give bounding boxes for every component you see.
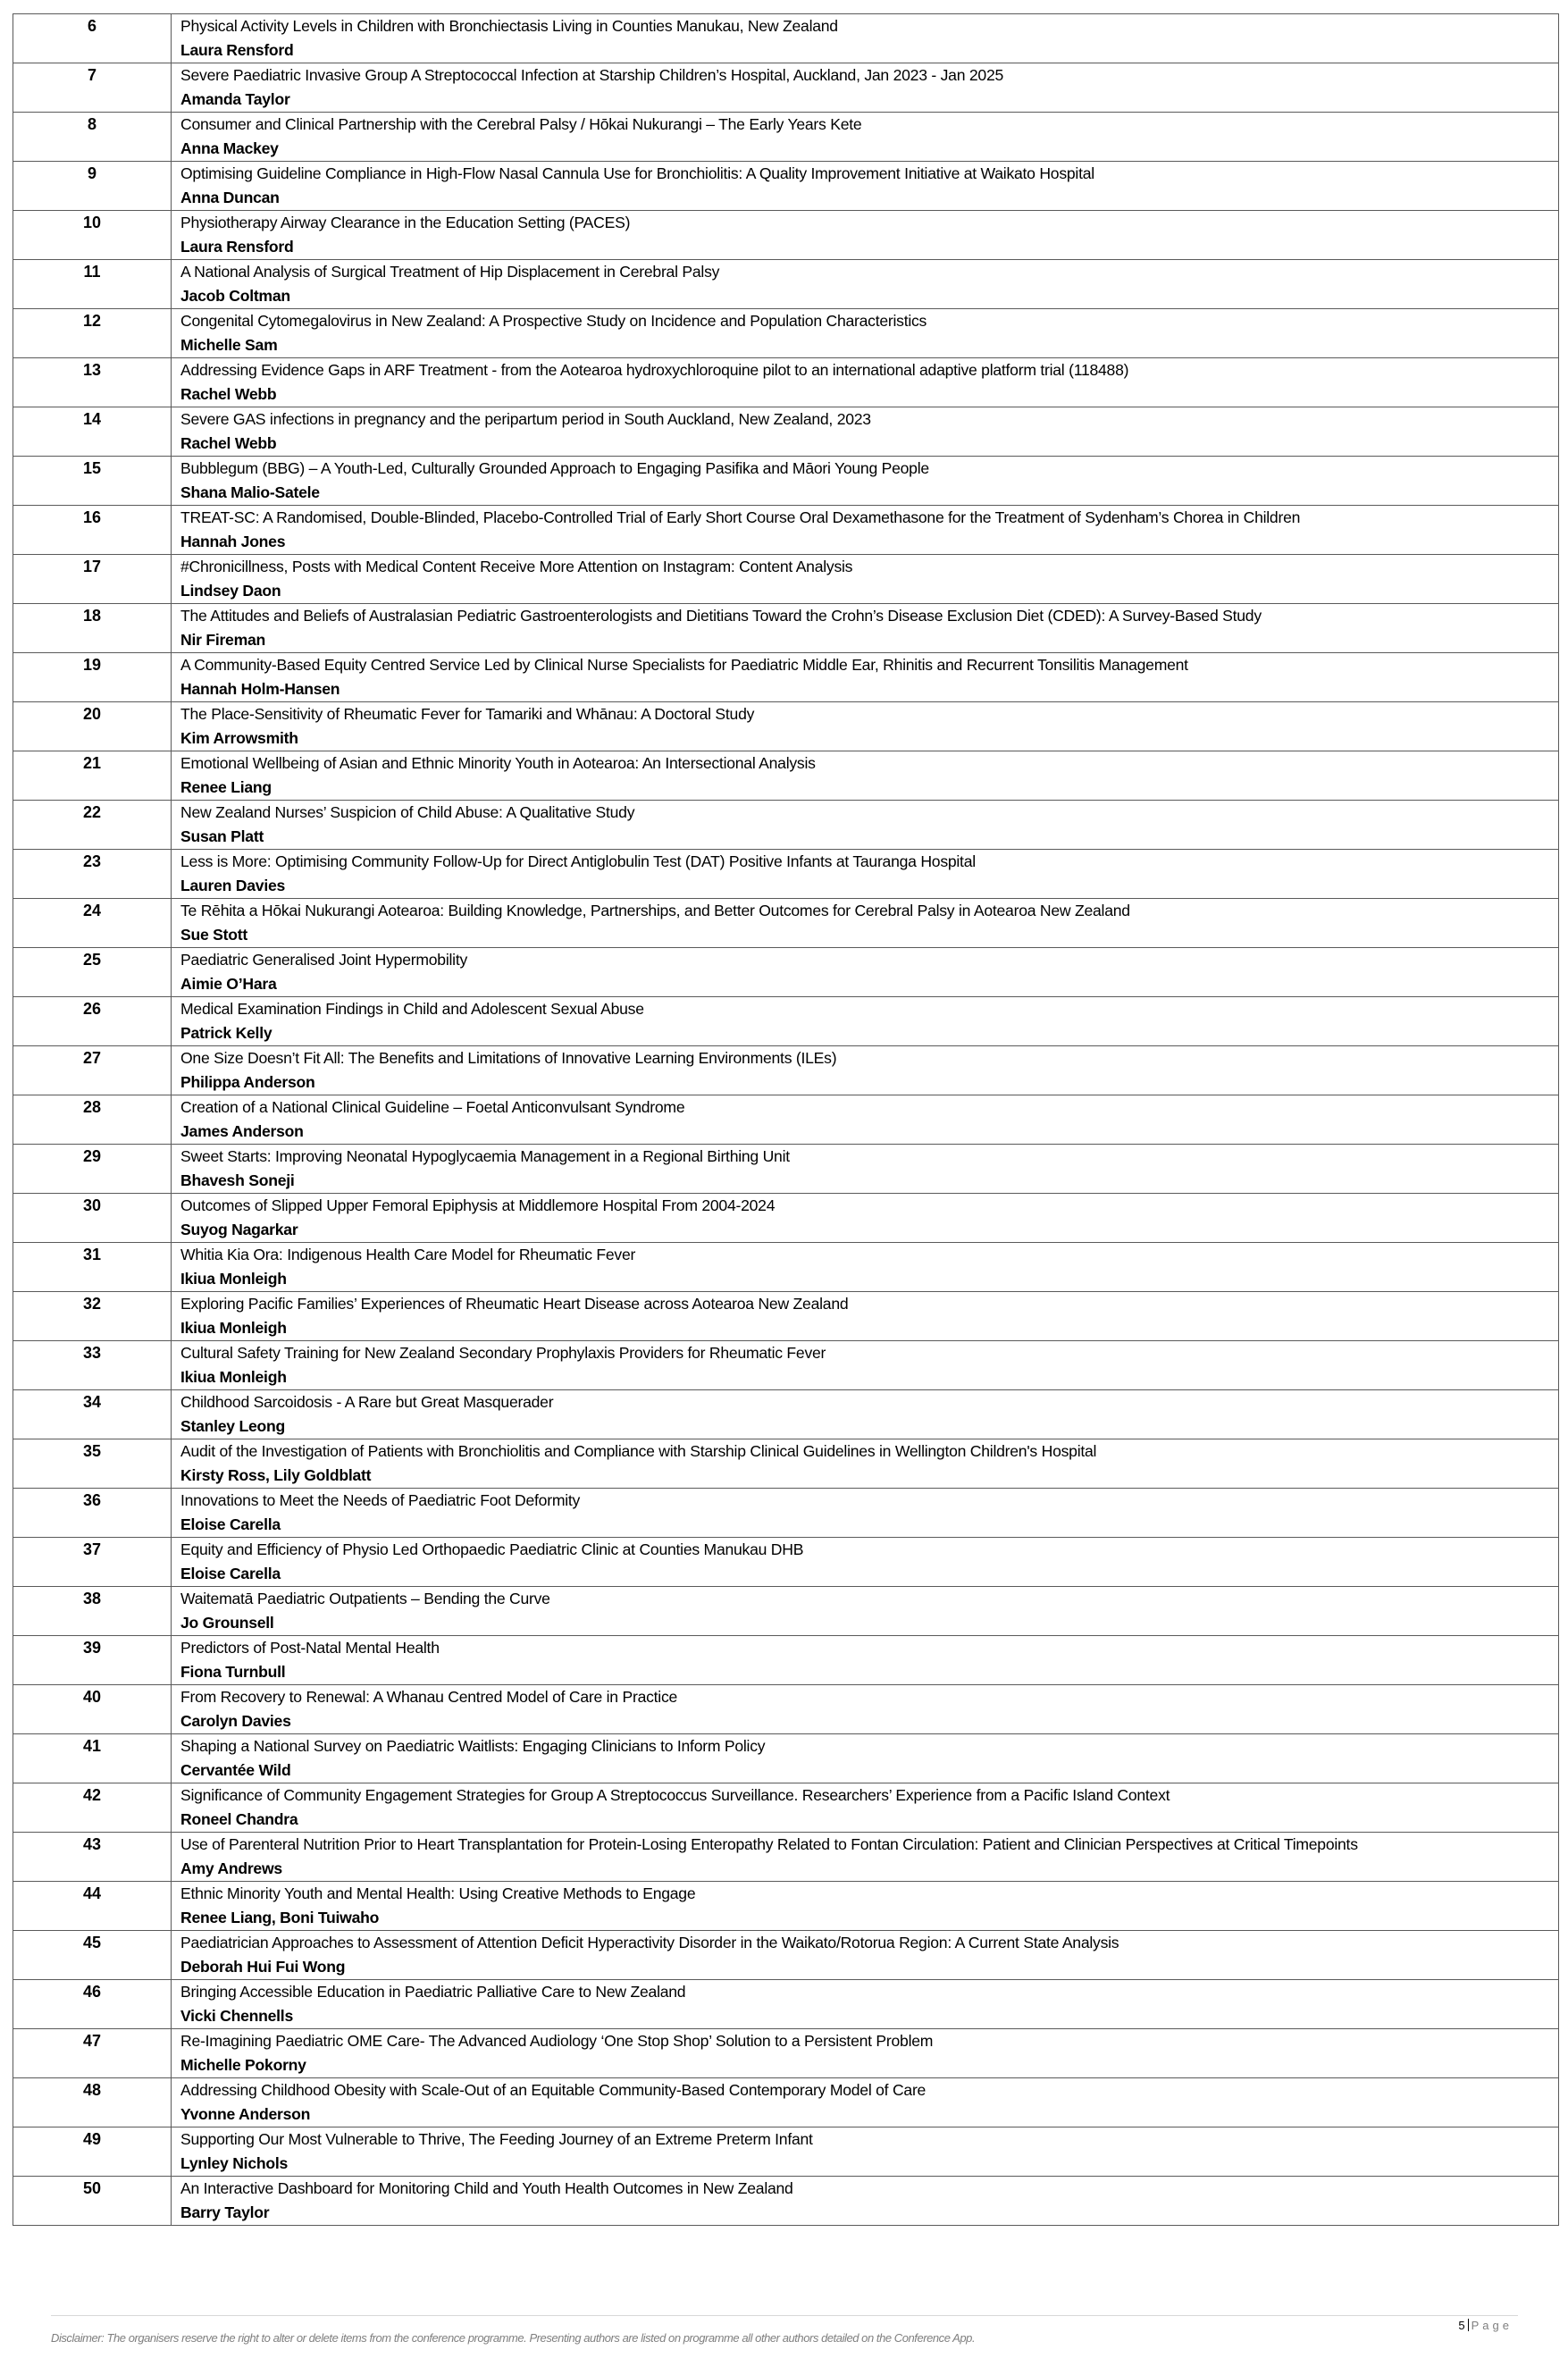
- item-number: 48: [13, 2078, 172, 2127]
- item-content: [172, 2127, 1559, 2177]
- item-number: 45: [13, 1931, 172, 1980]
- presentation-title: Shaping a National Survey on Paediatric Waitlists: Engaging Clinicians to Inform Policy: [180, 1737, 766, 1755]
- presentation-title: Congenital Cytomegalovirus in New Zealand: A Prospective Study on Incidence and Population Characteristics: [180, 312, 927, 330]
- presenting-author: Shana Malio-Satele: [180, 483, 320, 501]
- presenting-author: Fiona Turnbull: [180, 1663, 286, 1681]
- item-content: [172, 211, 1559, 260]
- programme-table: [13, 13, 1559, 2226]
- presentation-title: Outcomes of Slipped Upper Femoral Epiphysis at Middlemore Hospital From 2004-2024: [180, 1196, 776, 1214]
- table-row: [13, 1783, 1559, 1833]
- item-number: 22: [13, 801, 172, 850]
- table-row: [13, 211, 1559, 260]
- item-content: [172, 899, 1559, 948]
- item-number: 21: [13, 751, 172, 801]
- item-number: 34: [13, 1390, 172, 1439]
- item-content: [172, 604, 1559, 653]
- item-number: 12: [13, 309, 172, 358]
- presentation-title: Audit of the Investigation of Patients with Bronchiolitis and Compliance with Starship Clinical Guidelines in Wellington Children's Hospital: [180, 1442, 1097, 1460]
- table-row: [13, 309, 1559, 358]
- item-content: [172, 1145, 1559, 1194]
- presenting-author: Vicki Chennells: [180, 2007, 293, 2025]
- item-content: [172, 1931, 1559, 1980]
- presentation-title: Innovations to Meet the Needs of Paediatric Foot Deformity: [180, 1491, 581, 1509]
- presentation-title: Ethnic Minority Youth and Mental Health: Using Creative Methods to Engage: [180, 1884, 696, 1902]
- presentation-title: One Size Doesn’t Fit All: The Benefits and Limitations of Innovative Learning Environments (ILEs): [180, 1049, 837, 1067]
- item-number: 6: [13, 14, 172, 63]
- table-row: [13, 1341, 1559, 1390]
- item-content: [172, 997, 1559, 1046]
- presentation-title: From Recovery to Renewal: A Whanau Centred Model of Care in Practice: [180, 1688, 678, 1706]
- presenting-author: Laura Rensford: [180, 238, 294, 256]
- table-row: [13, 506, 1559, 555]
- presenting-author: Anna Mackey: [180, 139, 279, 157]
- item-number: 38: [13, 1587, 172, 1636]
- item-content: [172, 260, 1559, 309]
- presentation-title: Exploring Pacific Families’ Experiences of Rheumatic Heart Disease across Aotearoa New Zealand: [180, 1295, 849, 1313]
- item-content: [172, 555, 1559, 604]
- table-row: [13, 1145, 1559, 1194]
- table-row: [13, 1538, 1559, 1587]
- item-number: 8: [13, 113, 172, 162]
- presenting-author: Sue Stott: [180, 926, 247, 944]
- presentation-title: #Chronicillness, Posts with Medical Content Receive More Attention on Instagram: Content Analysis: [180, 558, 853, 575]
- item-content: [172, 358, 1559, 407]
- presenting-author: Nir Fireman: [180, 631, 266, 649]
- item-content: [172, 1636, 1559, 1685]
- table-row: [13, 604, 1559, 653]
- table-row: [13, 2127, 1559, 2177]
- presentation-title: Te Rēhita a Hōkai Nukurangi Aotearoa: Building Knowledge, Partnerships, and Better Outcomes for Cerebral Palsy in Aotearoa New Zealand: [180, 902, 1130, 919]
- item-number: 33: [13, 1341, 172, 1390]
- item-content: [172, 2029, 1559, 2078]
- item-number: 13: [13, 358, 172, 407]
- presenting-author: Eloise Carella: [180, 1565, 281, 1582]
- table-row: [13, 1734, 1559, 1783]
- presentation-title: Optimising Guideline Compliance in High-Flow Nasal Cannula Use for Bronchiolitis: A Quality Improvement Initiative at Waikato Hospital: [180, 164, 1094, 182]
- item-content: [172, 309, 1559, 358]
- item-number: 47: [13, 2029, 172, 2078]
- item-number: 27: [13, 1046, 172, 1095]
- table-row: [13, 899, 1559, 948]
- item-content: [172, 1341, 1559, 1390]
- table-row: [13, 1685, 1559, 1734]
- presentation-title: Sweet Starts: Improving Neonatal Hypoglycaemia Management in a Regional Birthing Unit: [180, 1147, 790, 1165]
- item-number: 26: [13, 997, 172, 1046]
- table-row: [13, 1390, 1559, 1439]
- presenting-author: Laura Rensford: [180, 41, 294, 59]
- presentation-title: Bubblegum (BBG) – A Youth-Led, Culturally Grounded Approach to Engaging Pasifika and Māori Young People: [180, 459, 929, 477]
- presentation-title: Supporting Our Most Vulnerable to Thrive, The Feeding Journey of an Extreme Preterm Infant: [180, 2130, 813, 2148]
- presentation-title: Use of Parenteral Nutrition Prior to Heart Transplantation for Protein-Losing Enteropathy Related to Fontan Circulation: Patient and Clinician Perspectives at Critical Timepoints: [180, 1835, 1358, 1853]
- item-number: 15: [13, 457, 172, 506]
- presenting-author: Bhavesh Soneji: [180, 1171, 295, 1189]
- item-number: 39: [13, 1636, 172, 1685]
- table-row: [13, 555, 1559, 604]
- presenting-author: Kim Arrowsmith: [180, 729, 298, 747]
- item-number: 10: [13, 211, 172, 260]
- presenting-author: Lindsey Daon: [180, 582, 281, 600]
- item-content: [172, 162, 1559, 211]
- page-label: Page: [1471, 2319, 1513, 2332]
- table-row: [13, 751, 1559, 801]
- item-content: [172, 1439, 1559, 1489]
- page-number-separator: [1468, 2319, 1469, 2331]
- item-content: [172, 1292, 1559, 1341]
- item-content: [172, 751, 1559, 801]
- presentation-title: New Zealand Nurses’ Suspicion of Child Abuse: A Qualitative Study: [180, 803, 635, 821]
- presentation-title: Medical Examination Findings in Child and Adolescent Sexual Abuse: [180, 1000, 644, 1018]
- item-number: 7: [13, 63, 172, 113]
- table-row: [13, 1243, 1559, 1292]
- table-row: [13, 1194, 1559, 1243]
- presentation-title: The Attitudes and Beliefs of Australasian Pediatric Gastroenterologists and Dietitians Toward the Crohn’s Disease Exclusion Diet (CDED): A Survey-Based Study: [180, 607, 1262, 625]
- item-number: 31: [13, 1243, 172, 1292]
- item-content: [172, 1882, 1559, 1931]
- presentation-title: Equity and Efficiency of Physio Led Orthopaedic Paediatric Clinic at Counties Manukau DHB: [180, 1540, 804, 1558]
- table-row: [13, 2078, 1559, 2127]
- item-content: [172, 702, 1559, 751]
- presentation-title: Physical Activity Levels in Children with Bronchiectasis Living in Counties Manukau, New Zealand: [180, 17, 838, 35]
- item-number: 11: [13, 260, 172, 309]
- presentation-title: Emotional Wellbeing of Asian and Ethnic Minority Youth in Aotearoa: An Intersectional Analysis: [180, 754, 816, 772]
- item-number: 24: [13, 899, 172, 948]
- presentation-title: Severe GAS infections in pregnancy and the peripartum period in South Auckland, New Zealand, 2023: [180, 410, 871, 428]
- presenting-author: Susan Platt: [180, 827, 264, 845]
- item-content: [172, 1243, 1559, 1292]
- presenting-author: Yvonne Anderson: [180, 2105, 311, 2123]
- presentation-title: Physiotherapy Airway Clearance in the Education Setting (PACES): [180, 214, 631, 231]
- presenting-author: Renee Liang, Boni Tuiwaho: [180, 1909, 380, 1926]
- item-number: 40: [13, 1685, 172, 1734]
- presentation-title: The Place-Sensitivity of Rheumatic Fever for Tamariki and Whānau: A Doctoral Study: [180, 705, 755, 723]
- presentation-title: Addressing Childhood Obesity with Scale-Out of an Equitable Community-Based Contemporary Model of Care: [180, 2081, 927, 2099]
- table-row: [13, 1046, 1559, 1095]
- table-row: [13, 407, 1559, 457]
- table-row: [13, 2177, 1559, 2226]
- presenting-author: Ikiua Monleigh: [180, 1319, 287, 1337]
- item-content: [172, 113, 1559, 162]
- presentation-title: Cultural Safety Training for New Zealand Secondary Prophylaxis Providers for Rheumatic Fever: [180, 1344, 826, 1362]
- presentation-title: Paediatrician Approaches to Assessment of Attention Deficit Hyperactivity Disorder in the Waikato/Rotorua Region: A Current State Analysis: [180, 1934, 1119, 1951]
- table-row: [13, 358, 1559, 407]
- presenting-author: Amanda Taylor: [180, 90, 290, 108]
- presenting-author: Stanley Leong: [180, 1417, 285, 1435]
- presenting-author: Anna Duncan: [180, 189, 280, 206]
- item-number: 25: [13, 948, 172, 997]
- item-number: 19: [13, 653, 172, 702]
- table-row: [13, 1882, 1559, 1931]
- item-content: [172, 1095, 1559, 1145]
- presentation-title: Consumer and Clinical Partnership with the Cerebral Palsy / Hōkai Nukurangi – The Early Years Kete: [180, 115, 862, 133]
- table-row: [13, 948, 1559, 997]
- item-content: [172, 1046, 1559, 1095]
- presenting-author: Hannah Holm-Hansen: [180, 680, 340, 698]
- item-number: 20: [13, 702, 172, 751]
- item-number: 29: [13, 1145, 172, 1194]
- presentation-title: Re-Imagining Paediatric OME Care- The Advanced Audiology ‘One Stop Shop’ Solution to a Persistent Problem: [180, 2032, 934, 2050]
- presentation-title: Waitematā Paediatric Outpatients – Bending the Curve: [180, 1590, 550, 1607]
- table-row: [13, 14, 1559, 63]
- item-number: 42: [13, 1783, 172, 1833]
- presenting-author: Carolyn Davies: [180, 1712, 291, 1730]
- table-row: [13, 801, 1559, 850]
- item-number: 44: [13, 1882, 172, 1931]
- presenting-author: Eloise Carella: [180, 1515, 281, 1533]
- presenting-author: Michelle Sam: [180, 336, 278, 354]
- presentation-title: Addressing Evidence Gaps in ARF Treatment - from the Aotearoa hydroxychloroquine pilot to an international adaptive platform trial (118488): [180, 361, 1129, 379]
- item-number: 14: [13, 407, 172, 457]
- presentation-title: Childhood Sarcoidosis - A Rare but Great Masquerader: [180, 1393, 554, 1411]
- presentation-title: Severe Paediatric Invasive Group A Streptococcal Infection at Starship Children’s Hospital, Auckland, Jan 2023 - Jan 2025: [180, 66, 1004, 84]
- item-number: 32: [13, 1292, 172, 1341]
- page-number-value: 5: [1458, 2319, 1465, 2332]
- presenting-author: Lynley Nichols: [180, 2154, 289, 2172]
- table-row: [13, 1833, 1559, 1882]
- presenting-author: Ikiua Monleigh: [180, 1270, 287, 1288]
- presenting-author: Rachel Webb: [180, 385, 277, 403]
- presenting-author: Patrick Kelly: [180, 1024, 273, 1042]
- presentation-title: Less is More: Optimising Community Follow-Up for Direct Antiglobulin Test (DAT) Positive Infants at Tauranga Hospital: [180, 852, 976, 870]
- programme-table-body: [13, 14, 1559, 2226]
- item-content: [172, 850, 1559, 899]
- presenting-author: Renee Liang: [180, 778, 272, 796]
- item-number: 37: [13, 1538, 172, 1587]
- presenting-author: Ikiua Monleigh: [180, 1368, 287, 1386]
- table-row: [13, 457, 1559, 506]
- item-content: [172, 2078, 1559, 2127]
- presentation-title: TREAT-SC: A Randomised, Double-Blinded, Placebo-Controlled Trial of Early Short Course Oral Dexamethasone for the Treatment of Sydenham’s Chorea in Children: [180, 508, 1301, 526]
- item-content: [172, 1489, 1559, 1538]
- presenting-author: Kirsty Ross, Lily Goldblatt: [180, 1466, 372, 1484]
- table-row: [13, 1095, 1559, 1145]
- table-row: [13, 1587, 1559, 1636]
- table-row: [13, 113, 1559, 162]
- footer-disclaimer: Disclaimer: The organisers reserve the right to alter or delete items from the conference programme. Presenting authors are listed on programme all other authors detailed on the Conference App.: [51, 2331, 976, 2345]
- item-number: 28: [13, 1095, 172, 1145]
- presenting-author: Hannah Jones: [180, 533, 286, 550]
- presentation-title: Bringing Accessible Education in Paediatric Palliative Care to New Zealand: [180, 1983, 686, 2001]
- page-number: [1458, 2319, 1513, 2333]
- item-number: 36: [13, 1489, 172, 1538]
- presenting-author: Barry Taylor: [180, 2203, 270, 2221]
- presenting-author: James Anderson: [180, 1122, 304, 1140]
- presenting-author: Deborah Hui Fui Wong: [180, 1958, 346, 1976]
- item-number: 17: [13, 555, 172, 604]
- table-row: [13, 850, 1559, 899]
- table-row: [13, 653, 1559, 702]
- presenting-author: Rachel Webb: [180, 434, 277, 452]
- item-content: [172, 1194, 1559, 1243]
- item-content: [172, 407, 1559, 457]
- table-row: [13, 1292, 1559, 1341]
- presenting-author: Jo Grounsell: [180, 1614, 274, 1632]
- item-content: [172, 1833, 1559, 1882]
- item-content: [172, 1538, 1559, 1587]
- table-row: [13, 1636, 1559, 1685]
- presenting-author: Suyog Nagarkar: [180, 1221, 298, 1238]
- item-content: [172, 1783, 1559, 1833]
- presentation-title: Creation of a National Clinical Guideline – Foetal Anticonvulsant Syndrome: [180, 1098, 685, 1116]
- item-content: [172, 14, 1559, 63]
- item-content: [172, 1587, 1559, 1636]
- presenting-author: Aimie O’Hara: [180, 975, 277, 993]
- presentation-title: Paediatric Generalised Joint Hypermobility: [180, 951, 467, 969]
- item-content: [172, 1980, 1559, 2029]
- presenting-author: Roneel Chandra: [180, 1810, 298, 1828]
- table-row: [13, 2029, 1559, 2078]
- item-number: 23: [13, 850, 172, 899]
- table-row: [13, 162, 1559, 211]
- item-content: [172, 457, 1559, 506]
- item-content: [172, 801, 1559, 850]
- item-content: [172, 653, 1559, 702]
- table-row: [13, 1439, 1559, 1489]
- presenting-author: Amy Andrews: [180, 1859, 282, 1877]
- presenting-author: Michelle Pokorny: [180, 2056, 306, 2074]
- item-content: [172, 948, 1559, 997]
- item-content: [172, 1390, 1559, 1439]
- item-number: 30: [13, 1194, 172, 1243]
- item-number: 41: [13, 1734, 172, 1783]
- item-number: 35: [13, 1439, 172, 1489]
- item-content: [172, 1734, 1559, 1783]
- item-number: 50: [13, 2177, 172, 2226]
- item-number: 49: [13, 2127, 172, 2177]
- item-content: [172, 2177, 1559, 2226]
- table-row: [13, 260, 1559, 309]
- item-number: 9: [13, 162, 172, 211]
- presentation-title: Significance of Community Engagement Strategies for Group A Streptococcus Surveillance. Researchers’ Experience from a Pacific Island Context: [180, 1786, 1170, 1804]
- presenting-author: Philippa Anderson: [180, 1073, 315, 1091]
- item-number: 16: [13, 506, 172, 555]
- presentation-title: A Community-Based Equity Centred Service Led by Clinical Nurse Specialists for Paediatric Middle Ear, Rhinitis and Recurrent Tonsilitis Management: [180, 656, 1188, 674]
- item-content: [172, 1685, 1559, 1734]
- footer-divider: [51, 2315, 1518, 2316]
- table-row: [13, 1931, 1559, 1980]
- item-content: [172, 63, 1559, 113]
- item-number: 46: [13, 1980, 172, 2029]
- item-number: 18: [13, 604, 172, 653]
- presentation-title: Predictors of Post-Natal Mental Health: [180, 1639, 440, 1657]
- item-number: 43: [13, 1833, 172, 1882]
- presenting-author: Cervantée Wild: [180, 1761, 291, 1779]
- presentation-title: An Interactive Dashboard for Monitoring Child and Youth Health Outcomes in New Zealand: [180, 2179, 793, 2197]
- table-row: [13, 63, 1559, 113]
- table-row: [13, 1980, 1559, 2029]
- table-row: [13, 997, 1559, 1046]
- table-row: [13, 1489, 1559, 1538]
- table-row: [13, 702, 1559, 751]
- item-content: [172, 506, 1559, 555]
- presenting-author: Jacob Coltman: [180, 287, 290, 305]
- presentation-title: A National Analysis of Surgical Treatment of Hip Displacement in Cerebral Palsy: [180, 263, 720, 281]
- presenting-author: Lauren Davies: [180, 877, 286, 894]
- presentation-title: Whitia Kia Ora: Indigenous Health Care Model for Rheumatic Fever: [180, 1246, 636, 1263]
